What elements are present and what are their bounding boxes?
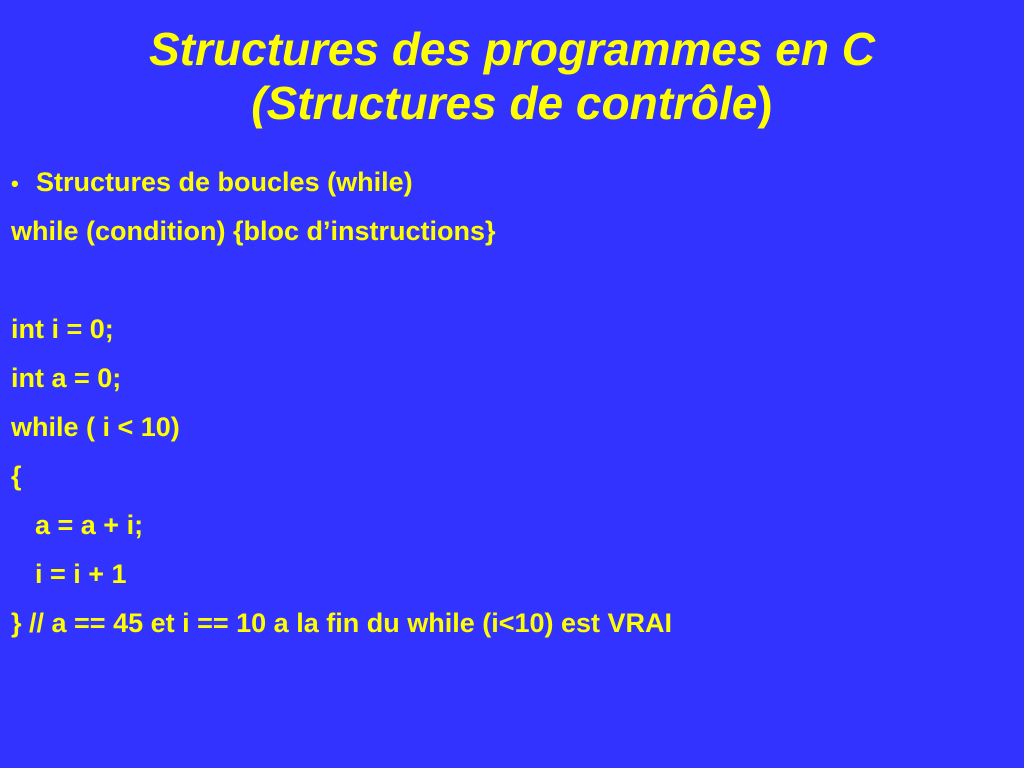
bullet-item: [11, 158, 1011, 207]
code-line-decl-i: int i = 0;: [11, 314, 114, 344]
bullet-icon: •: [11, 171, 19, 196]
code-line-while: while ( i < 10): [11, 412, 180, 442]
while-syntax-line: while (condition) {bloc d’instructions}: [11, 216, 496, 246]
title-closing-paren: ): [757, 77, 773, 129]
code-line-stmt-a: a = a + i;: [35, 510, 144, 540]
code-line-open-brace: {: [11, 461, 22, 491]
title-line-2: [0, 76, 1024, 130]
title-line-2-text: (Structures de contrôle: [251, 77, 758, 129]
slide-title: [0, 22, 1024, 130]
slide-body: [11, 158, 1011, 648]
code-line-decl-a: int a = 0;: [11, 363, 122, 393]
code-line-close-comment: } // a == 45 et i == 10 a la fin du while (i<10) est VRAI: [11, 608, 673, 638]
code-line-stmt-i: i = i + 1: [35, 559, 127, 589]
blank-line: [11, 256, 1011, 305]
title-line-1: Structures des programmes en C: [148, 23, 875, 75]
bullet-text: Structures de boucles (while): [36, 167, 413, 197]
